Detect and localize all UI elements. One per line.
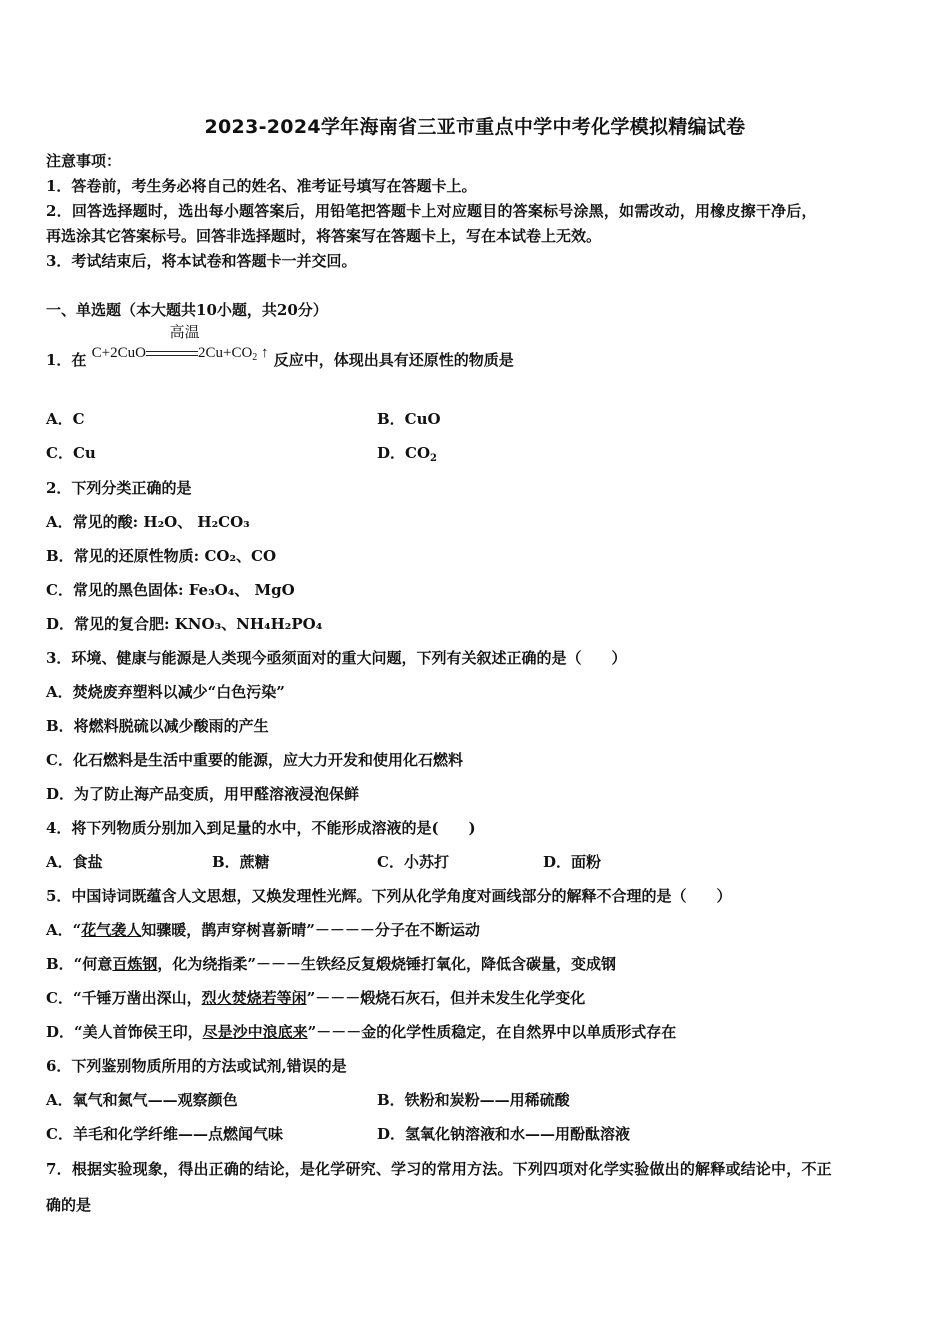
eq-right: 2Cu+CO — [197, 345, 253, 361]
q4-option-c[interactable]: C．小苏打 — [377, 853, 449, 871]
question-4: 4．将下列物质分别加入到足量的水中，不能形成溶液的是( ) — [46, 819, 476, 837]
q1-suffix: 反应中，体现出具有还原性的物质是 — [273, 351, 514, 369]
q3-option-d[interactable]: D．为了防止海产品变质，用甲醛溶液浸泡保鲜 — [46, 785, 360, 803]
q3-option-a[interactable]: A．焚烧废弃塑料以减少“白色污染” — [46, 683, 285, 701]
reaction-equation — [91, 325, 269, 368]
q1-option-c[interactable]: C．Cu — [46, 444, 96, 462]
q6-option-b[interactable]: B．铁粉和炭粉——用稀硫酸 — [377, 1091, 570, 1109]
q5-d-underlined: 尽是沙中浪底来 — [202, 1023, 308, 1041]
q5-d-post: ”－－－金的化学性质稳定，在自然界中以单质形式存在 — [307, 1023, 677, 1041]
gas-arrow: ↑ — [261, 345, 269, 361]
q1-option-d[interactable] — [377, 443, 437, 469]
equals-sign — [146, 349, 198, 359]
q5-d-pre: D．“美人首饰侯王印， — [46, 1023, 203, 1041]
q5-b-post: ，化为绕指柔”－－－生铁经反复煅烧锤打氧化，降低含碳量，变成钢 — [157, 955, 616, 973]
eq-condition: 高温 — [169, 325, 200, 341]
q6-option-c[interactable]: C．羊毛和化学纤维——点燃闻气味 — [46, 1125, 283, 1143]
question-1 — [46, 325, 514, 376]
q5-option-c[interactable] — [46, 988, 585, 1008]
q1-option-a[interactable]: A．C — [46, 410, 85, 428]
q6-option-d[interactable]: D．氢氧化钠溶液和水——用酚酞溶液 — [377, 1125, 631, 1143]
q1-option-d-label: D．CO — [377, 444, 431, 462]
q2-option-a[interactable]: A．常见的酸: H₂O、 H₂CO₃ — [46, 513, 250, 531]
question-2: 2．下列分类正确的是 — [46, 479, 192, 497]
q2-option-c[interactable]: C．常见的黑色固体: Fe₃O₄、 MgO — [46, 581, 295, 599]
q6-option-a[interactable]: A．氧气和氮气——观察颜色 — [46, 1091, 238, 1109]
q5-b-pre: B．“何意 — [46, 955, 113, 973]
q5-a-post: 知骤暖，鹊声穿树喜新晴”－－－－分子在不断运动 — [141, 921, 480, 939]
q4-option-d[interactable]: D．面粉 — [543, 853, 602, 871]
q5-option-a[interactable] — [46, 920, 480, 940]
q5-b-underlined: 百炼钢 — [112, 955, 158, 973]
notice-item-1: 1．答卷前，考生务必将自己的姓名、准考证号填写在答题卡上。 — [46, 177, 477, 195]
eq-subscript: 2 — [252, 352, 258, 363]
eq-left: C+2CuO — [91, 345, 146, 361]
question-7-cont: 确的是 — [46, 1196, 92, 1214]
q5-option-d[interactable] — [46, 1022, 676, 1042]
question-3: 3．环境、健康与能源是人类现今亟须面对的重大问题，下列有关叙述正确的是（ ） — [46, 649, 627, 667]
question-6: 6．下列鉴别物质所用的方法或试剂,错误的是 — [46, 1057, 347, 1075]
q5-c-underlined: 烈火焚烧若等闲 — [201, 989, 307, 1007]
q1-option-b[interactable]: B．CuO — [377, 410, 441, 428]
q1-option-d-sub: 2 — [430, 453, 437, 464]
q3-option-c[interactable]: C．化石燃料是生活中重要的能源，应大力开发和使用化石燃料 — [46, 751, 463, 769]
q1-prefix: 1．在 — [46, 351, 87, 369]
q3-option-b[interactable]: B．将燃料脱硫以减少酸雨的产生 — [46, 717, 269, 735]
question-7: 7．根据实验现象，得出正确的结论，是化学研究、学习的常用方法。下列四项对化学实验做出的解释或结论中，不正 — [46, 1160, 832, 1178]
notice-item-2-cont: 再选涂其它答案标号。回答非选择题时，将答案写在答题卡上，写在本试卷上无效。 — [46, 227, 602, 245]
q5-c-post: ”－－－煅烧石灰石，但并未发生化学变化 — [306, 989, 586, 1007]
q5-a-pre: A．“ — [46, 921, 82, 939]
q2-option-b[interactable]: B．常见的还原性物质: CO₂、CO — [46, 547, 277, 565]
q4-option-b[interactable]: B．蔗糖 — [212, 853, 270, 871]
page-title: 2023-2024学年海南省三亚市重点中学中考化学模拟精编试卷 — [204, 116, 746, 138]
question-5: 5．中国诗词既蕴含人文思想，又焕发理性光辉。下列从化学角度对画线部分的解释不合理的是（ ） — [46, 887, 732, 905]
q5-option-b[interactable] — [46, 954, 616, 974]
q5-a-underlined: 花气袭人 — [81, 921, 142, 939]
notice-item-2: 2．回答选择题时，选出每小题答案后，用铅笔把答题卡上对应题目的答案标号涂黑，如需改动，用橡皮擦干净后， — [46, 202, 817, 220]
section-heading: 一、单选题（本大题共10小题，共20分） — [46, 301, 328, 319]
q4-option-a[interactable]: A．食盐 — [46, 853, 103, 871]
notice-heading: 注意事项： — [46, 152, 122, 170]
notice-item-3: 3．考试结束后，将本试卷和答题卡一并交回。 — [46, 252, 357, 270]
q2-option-d[interactable]: D．常见的复合肥: KNO₃、NH₄H₂PO₄ — [46, 615, 323, 633]
q5-c-pre: C．“千锤万凿出深山， — [46, 989, 202, 1007]
